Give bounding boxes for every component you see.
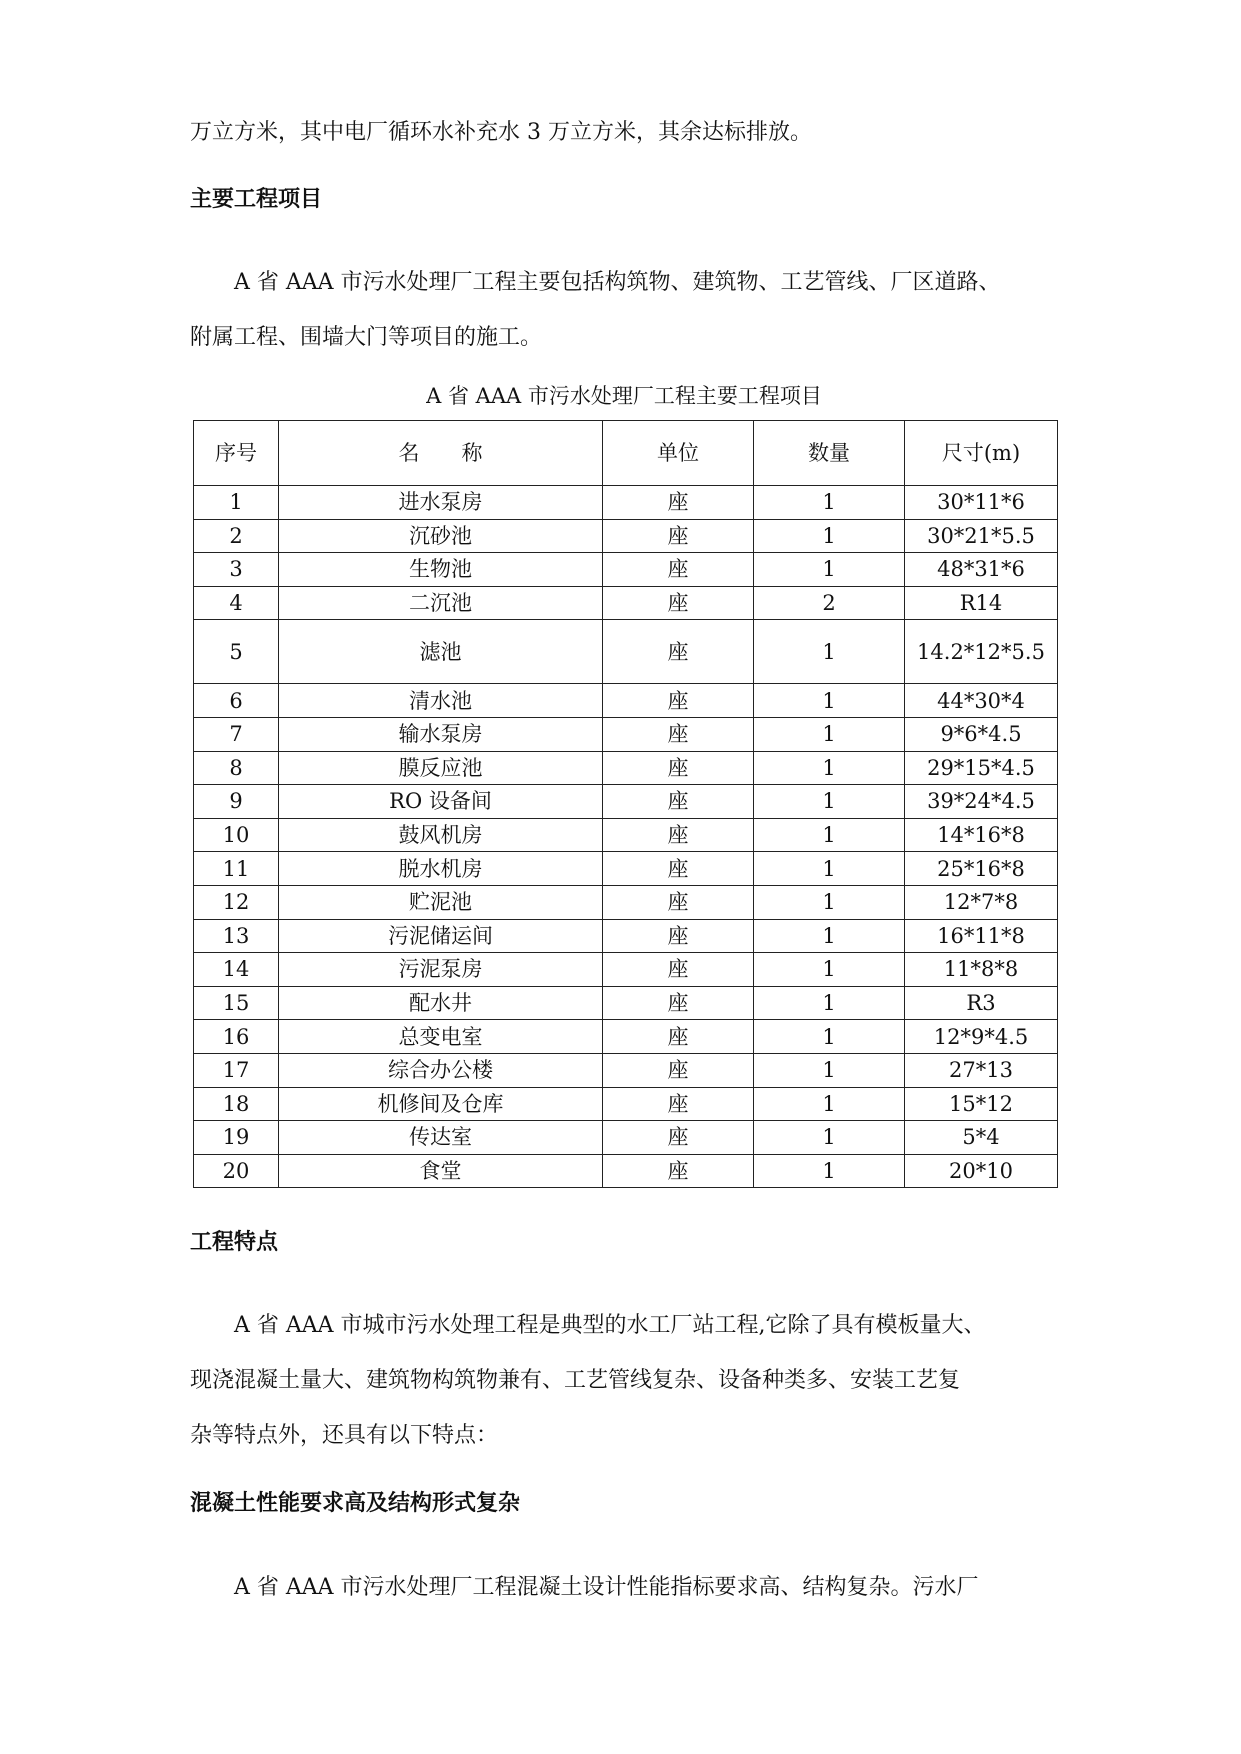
paragraph-projects-line-2: 附属工程、围墙大门等项目的施工。 (190, 325, 543, 350)
table-row (194, 553, 1058, 587)
cell-name: 污泥泵房 (279, 953, 603, 987)
cell-quantity: 1 (754, 919, 905, 953)
table-row (194, 785, 1058, 819)
table-row (194, 1121, 1058, 1155)
cell-name: 传达室 (279, 1121, 603, 1155)
cell-index: 13 (194, 919, 279, 953)
cell-name: 机修间及仓库 (279, 1087, 603, 1121)
heading-main-projects: 主要工程项目 (190, 187, 323, 212)
table-header-row (194, 421, 1058, 486)
paragraph-features-line-1: A 省 AAA 市城市污水处理工程是典型的水工厂站工程,它除了具有模板量大、 (190, 1313, 986, 1338)
cell-unit: 座 (603, 1020, 754, 1054)
cell-index: 8 (194, 751, 279, 785)
cell-size: 20*10 (905, 1154, 1058, 1188)
paragraph-projects-line-1: A 省 AAA 市污水处理厂工程主要包括构筑物、建筑物、工艺管线、厂区道路、 (190, 270, 1001, 295)
cell-size: 9*6*4.5 (905, 717, 1058, 751)
cell-quantity: 1 (754, 486, 905, 520)
table-caption: A 省 AAA 市污水处理厂工程主要工程项目 (426, 384, 822, 408)
cell-quantity: 1 (754, 751, 905, 785)
paragraph-features-line-2: 现浇混凝土量大、建筑物构筑物兼有、工艺管线复杂、设备种类多、安装工艺复 (190, 1368, 961, 1393)
table-row (194, 1020, 1058, 1054)
cell-index: 2 (194, 519, 279, 553)
table-row (194, 818, 1058, 852)
cell-index: 6 (194, 684, 279, 718)
cell-name: 生物池 (279, 553, 603, 587)
cell-index: 14 (194, 953, 279, 987)
table-row (194, 519, 1058, 553)
cell-quantity: 1 (754, 1154, 905, 1188)
heading-project-features: 工程特点 (190, 1230, 279, 1255)
projects-table (193, 420, 1058, 1188)
table-row (194, 852, 1058, 886)
table-row (194, 1087, 1058, 1121)
cell-unit: 座 (603, 953, 754, 987)
cell-unit: 座 (603, 1154, 754, 1188)
paragraph-intro: 万立方米，其中电厂循环水补充水 3 万立方米，其余达标排放。 (190, 120, 812, 145)
table-row (194, 1154, 1058, 1188)
cell-index: 5 (194, 620, 279, 684)
cell-size: R3 (905, 986, 1058, 1020)
header-size: 尺寸(m) (905, 421, 1058, 486)
cell-index: 16 (194, 1020, 279, 1054)
cell-size: 16*11*8 (905, 919, 1058, 953)
cell-name: 贮泥池 (279, 885, 603, 919)
table-row (194, 885, 1058, 919)
cell-quantity: 1 (754, 885, 905, 919)
cell-name: 总变电室 (279, 1020, 603, 1054)
table-row (194, 586, 1058, 620)
cell-index: 9 (194, 785, 279, 819)
cell-unit: 座 (603, 486, 754, 520)
cell-unit: 座 (603, 751, 754, 785)
cell-quantity: 1 (754, 1053, 905, 1087)
cell-unit: 座 (603, 684, 754, 718)
cell-name: 脱水机房 (279, 852, 603, 886)
cell-index: 18 (194, 1087, 279, 1121)
cell-size: 14.2*12*5.5 (905, 620, 1058, 684)
cell-index: 12 (194, 885, 279, 919)
cell-size: 30*21*5.5 (905, 519, 1058, 553)
cell-quantity: 1 (754, 953, 905, 987)
cell-unit: 座 (603, 919, 754, 953)
cell-index: 15 (194, 986, 279, 1020)
cell-size: 11*8*8 (905, 953, 1058, 987)
cell-name: 滤池 (279, 620, 603, 684)
header-index: 序号 (194, 421, 279, 486)
table-row (194, 953, 1058, 987)
cell-quantity: 1 (754, 1121, 905, 1155)
cell-index: 17 (194, 1053, 279, 1087)
cell-index: 3 (194, 553, 279, 587)
cell-unit: 座 (603, 586, 754, 620)
cell-unit: 座 (603, 986, 754, 1020)
cell-size: 39*24*4.5 (905, 785, 1058, 819)
cell-quantity: 1 (754, 1087, 905, 1121)
table-row (194, 620, 1058, 684)
cell-quantity: 1 (754, 818, 905, 852)
table-row (194, 986, 1058, 1020)
cell-name: 配水井 (279, 986, 603, 1020)
table-row (194, 751, 1058, 785)
cell-size: 14*16*8 (905, 818, 1058, 852)
cell-name: 鼓风机房 (279, 818, 603, 852)
cell-size: 48*31*6 (905, 553, 1058, 587)
cell-size: 44*30*4 (905, 684, 1058, 718)
cell-unit: 座 (603, 885, 754, 919)
cell-index: 4 (194, 586, 279, 620)
cell-size: 30*11*6 (905, 486, 1058, 520)
table-row (194, 1053, 1058, 1087)
cell-size: 25*16*8 (905, 852, 1058, 886)
header-quantity: 数量 (754, 421, 905, 486)
cell-size: 5*4 (905, 1121, 1058, 1155)
cell-index: 20 (194, 1154, 279, 1188)
cell-unit: 座 (603, 717, 754, 751)
cell-name: 膜反应池 (279, 751, 603, 785)
header-name: 名 称 (279, 421, 603, 486)
heading-concrete-requirements: 混凝土性能要求高及结构形式复杂 (190, 1491, 521, 1516)
table-row (194, 717, 1058, 751)
paragraph-features-line-3: 杂等特点外，还具有以下特点： (190, 1423, 499, 1448)
cell-unit: 座 (603, 553, 754, 587)
cell-name: 二沉池 (279, 586, 603, 620)
cell-unit: 座 (603, 818, 754, 852)
cell-name: 污泥储运间 (279, 919, 603, 953)
table-row (194, 486, 1058, 520)
cell-unit: 座 (603, 620, 754, 684)
cell-unit: 座 (603, 1121, 754, 1155)
cell-quantity: 1 (754, 852, 905, 886)
cell-quantity: 1 (754, 785, 905, 819)
cell-quantity: 1 (754, 1020, 905, 1054)
cell-name: RO 设备间 (279, 785, 603, 819)
cell-size: 29*15*4.5 (905, 751, 1058, 785)
table-row (194, 919, 1058, 953)
cell-quantity: 1 (754, 553, 905, 587)
cell-quantity: 1 (754, 620, 905, 684)
cell-name: 综合办公楼 (279, 1053, 603, 1087)
cell-name: 进水泵房 (279, 486, 603, 520)
cell-size: 27*13 (905, 1053, 1058, 1087)
cell-size: R14 (905, 586, 1058, 620)
cell-index: 11 (194, 852, 279, 886)
cell-index: 10 (194, 818, 279, 852)
cell-name: 输水泵房 (279, 717, 603, 751)
cell-unit: 座 (603, 1053, 754, 1087)
cell-index: 19 (194, 1121, 279, 1155)
table-row (194, 684, 1058, 718)
paragraph-concrete-line-1: A 省 AAA 市污水处理厂工程混凝土设计性能指标要求高、结构复杂。污水厂 (190, 1575, 979, 1600)
cell-unit: 座 (603, 852, 754, 886)
cell-size: 12*9*4.5 (905, 1020, 1058, 1054)
cell-unit: 座 (603, 785, 754, 819)
cell-quantity: 1 (754, 717, 905, 751)
cell-quantity: 2 (754, 586, 905, 620)
cell-unit: 座 (603, 1087, 754, 1121)
cell-unit: 座 (603, 519, 754, 553)
cell-name: 沉砂池 (279, 519, 603, 553)
cell-quantity: 1 (754, 986, 905, 1020)
cell-name: 清水池 (279, 684, 603, 718)
header-unit: 单位 (603, 421, 754, 486)
cell-index: 1 (194, 486, 279, 520)
cell-name: 食堂 (279, 1154, 603, 1188)
cell-quantity: 1 (754, 684, 905, 718)
cell-index: 7 (194, 717, 279, 751)
cell-size: 15*12 (905, 1087, 1058, 1121)
cell-quantity: 1 (754, 519, 905, 553)
cell-size: 12*7*8 (905, 885, 1058, 919)
